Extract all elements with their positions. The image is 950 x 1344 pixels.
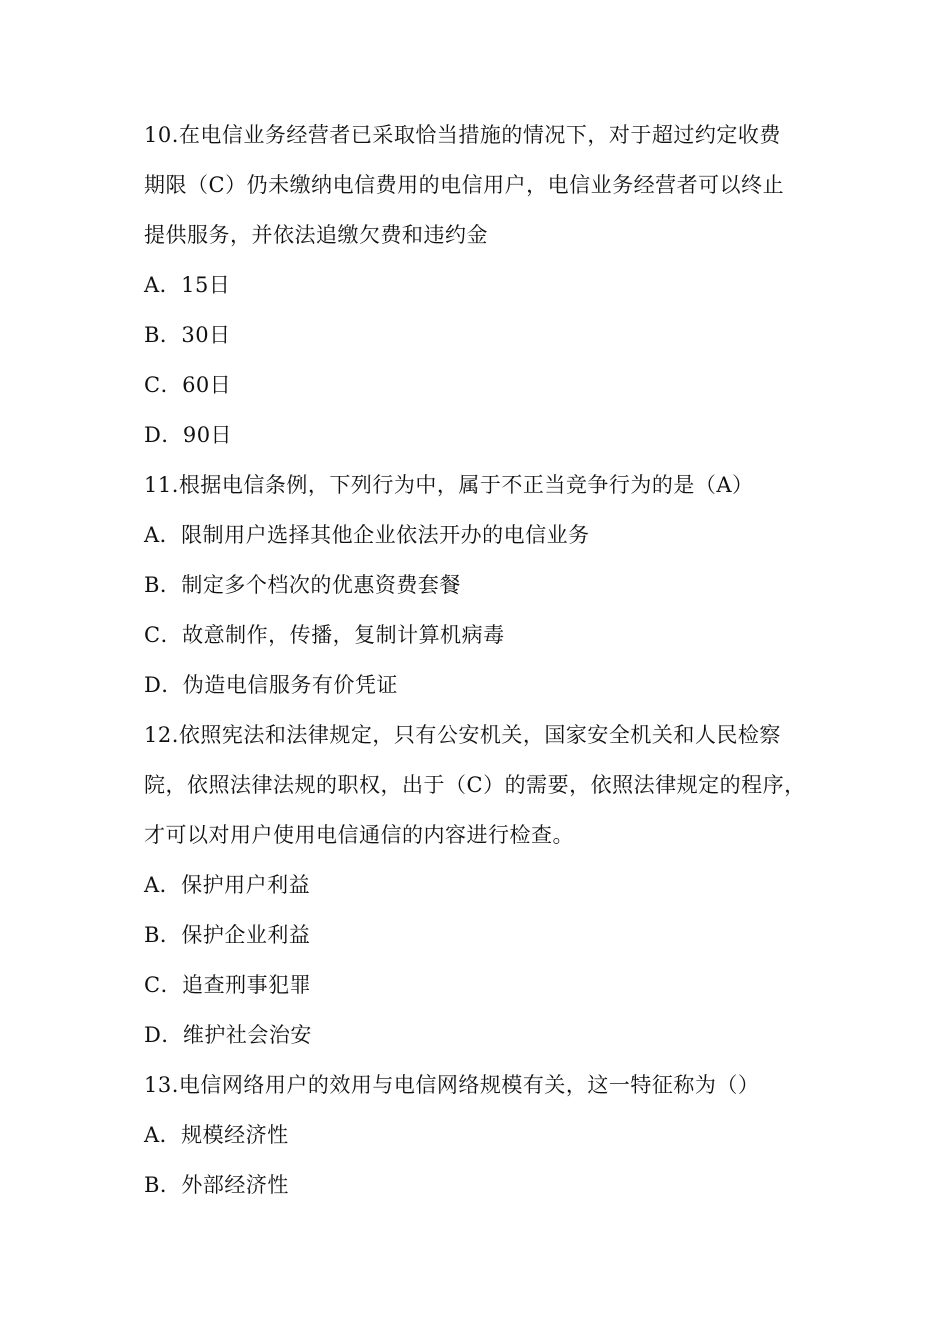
question-10-text-line-2: 期限（C）仍未缴纳电信费用的电信用户，电信业务经营者可以终止 <box>144 173 785 197</box>
question-13-option-b: B．外部经济性 <box>144 1173 289 1197</box>
question-10-option-a: A．15日 <box>144 273 231 297</box>
document-page <box>144 110 814 1210</box>
question-10-text-line-1: 10.在电信业务经营者已采取恰当措施的情况下，对于超过约定收费 <box>144 123 781 147</box>
question-11-option-a: A．限制用户选择其他企业依法开办的电信业务 <box>144 523 590 547</box>
question-13-option-a: A．规模经济性 <box>144 1123 289 1147</box>
question-12-option-b: B．保护企业利益 <box>144 923 311 947</box>
question-10-option-d: D．90日 <box>144 423 233 447</box>
question-10-option-c: C．60日 <box>144 373 232 397</box>
question-12-text-line-1: 12.依照宪法和法律规定，只有公安机关，国家安全机关和人民检察 <box>144 723 781 747</box>
question-11-text: 11.根据电信条例，下列行为中，属于不正当竞争行为的是（A） <box>144 473 754 497</box>
question-12-text-line-3: 才可以对用户使用电信通信的内容进行检查。 <box>144 823 574 847</box>
question-11-option-d: D．伪造电信服务有价凭证 <box>144 673 398 697</box>
question-12-text-line-2: 院，依照法律法规的职权，出于（C）的需要，依照法律规定的程序， <box>144 773 806 797</box>
question-10-option-b: B．30日 <box>144 323 231 347</box>
question-11-option-c: C．故意制作，传播，复制计算机病毒 <box>144 623 505 647</box>
question-12-option-d: D．维护社会治安 <box>144 1023 312 1047</box>
question-12-option-a: A．保护用户利益 <box>144 873 311 897</box>
question-11-option-b: B．制定多个档次的优惠资费套餐 <box>144 573 461 597</box>
question-13-text: 13.电信网络用户的效用与电信网络规模有关，这一特征称为（） <box>144 1073 760 1097</box>
question-12-option-c: C．追查刑事犯罪 <box>144 973 312 997</box>
question-10-text-line-3: 提供服务，并依法追缴欠费和违约金 <box>144 223 488 247</box>
